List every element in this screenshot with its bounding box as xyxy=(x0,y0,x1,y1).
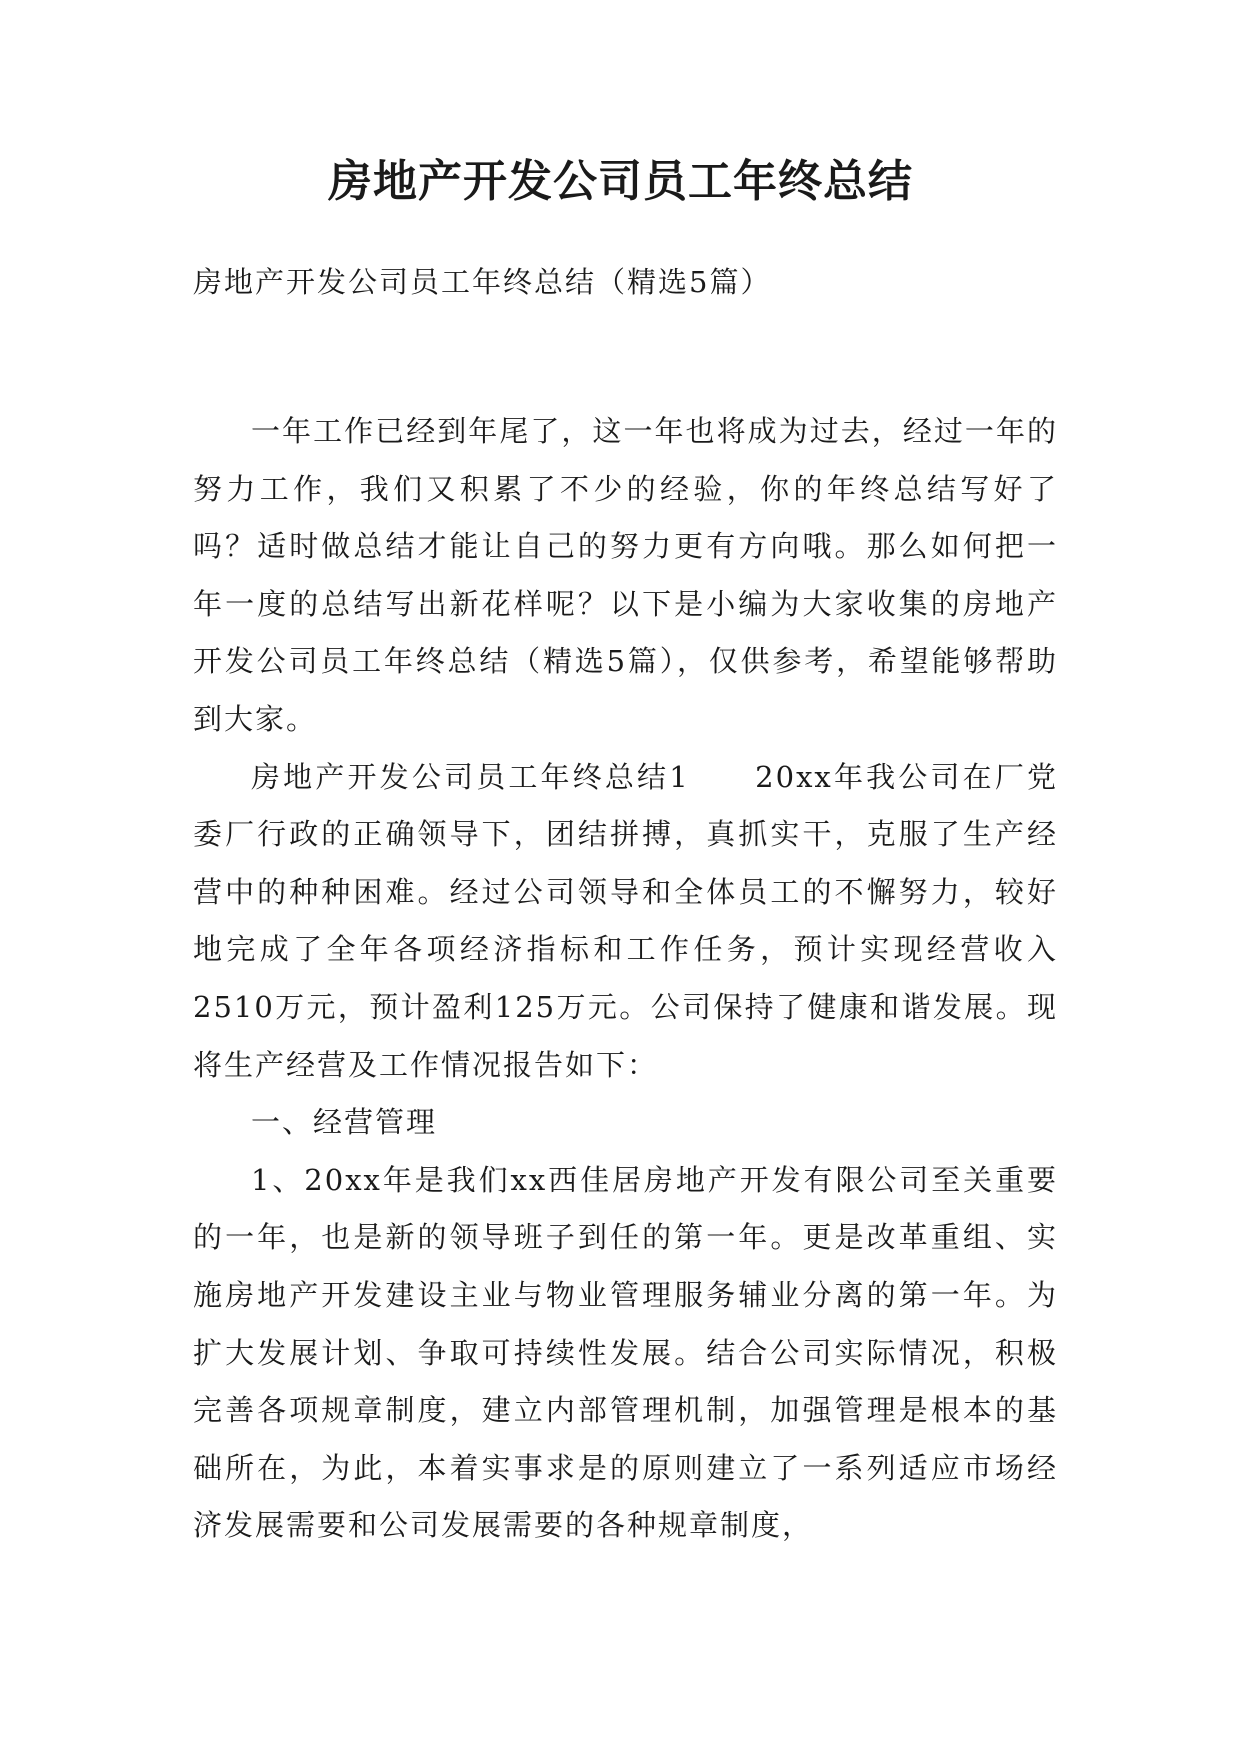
section-heading-management: 一、经营管理 xyxy=(251,1105,438,1140)
paragraph-intro: 一年工作已经到年尾了，这一年也将成为过去，经过一年的努力工作，我们又积累了不少的经验，你的年终总结写好了吗？适时做总结才能让自己的努力更有方向哦。那么如何把一年一度的总结写出新花样呢？以下是小编为大家收集的房地产开发公司员工年终总结（精选5篇），仅供参考，希望能够帮助到大家。 xyxy=(193,414,1058,736)
paragraph-summary-1: 房地产开发公司员工年终总结1 20xx年我公司在厂党委厂行政的正确领导下，团结拼搏，真抓实干，克服了生产经营中的种种困难。经过公司领导和全体员工的不懈努力，较好地完成了全年各项经济指标和工作任务，预计实现经营收入2510万元，预计盈利125万元。公司保持了健康和谐发展。现将生产经营及工作情况报告如下： xyxy=(193,759,1058,1082)
paragraph-management-1: 1、20xx年是我们xx西佳居房地产开发有限公司至关重要的一年，也是新的领导班子到任的第一年。更是改革重组、实施房地产开发建设主业与物业管理服务辅业分离的第一年。为扩大发展计划、争取可持续性发展。结合公司实际情况，积极完善各项规章制度，建立内部管理机制，加强管理是根本的基础所在，为此，本着实事求是的原则建立了一系列适应市场经济发展需要和公司发展需要的各种规章制度， xyxy=(193,1162,1058,1543)
document-body xyxy=(193,403,1058,1555)
document-subtitle: 房地产开发公司员工年终总结（精选5篇） xyxy=(193,265,772,299)
document-title: 房地产开发公司员工年终总结 xyxy=(328,156,913,207)
